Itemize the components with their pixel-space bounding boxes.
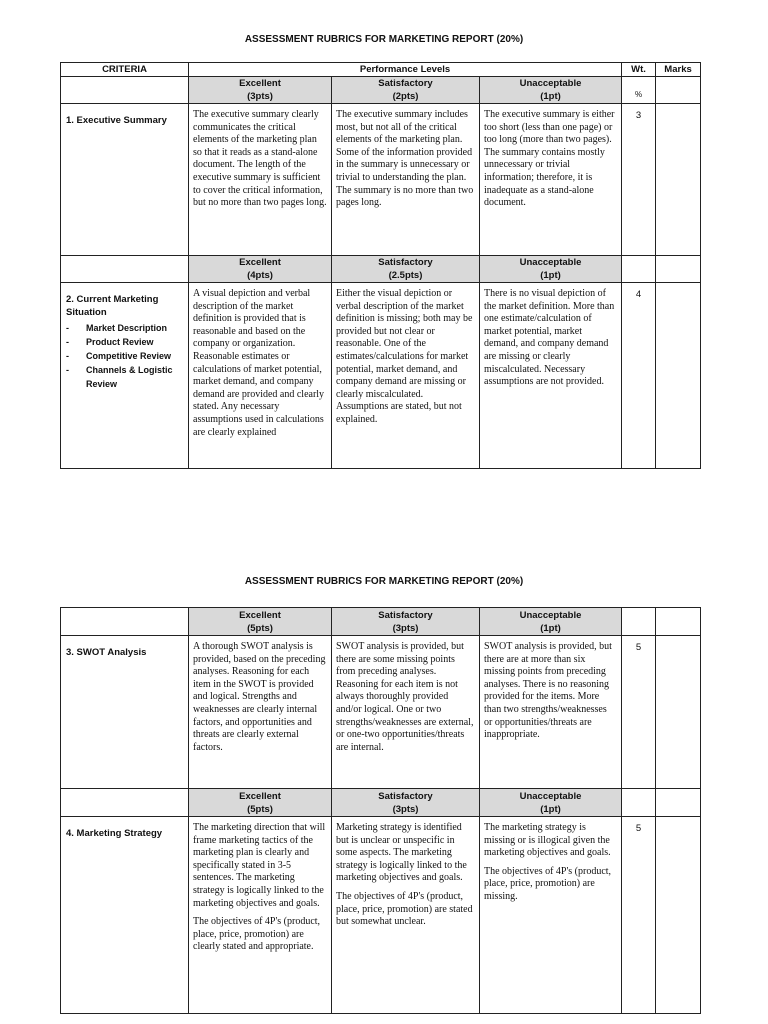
descriptor-excellent: The executive summary clearly communicates the critical elements of the marketing plan so that it reads as a stand-alone document. The length of the executive summary is sufficient to cover the critical information, but no more than two pages long. xyxy=(189,104,332,256)
performance-levels-header: Performance Levels xyxy=(189,63,622,77)
level-header-unacceptable: Unacceptable (1pt) xyxy=(480,256,622,283)
blank-cell xyxy=(61,789,189,817)
descriptor-paragraph: The objectives of 4P's (product, place, price, promotion) are missing. xyxy=(484,865,612,902)
level-header-unacceptable: Unacceptable (1pt) xyxy=(480,77,622,104)
weight-cell xyxy=(622,256,656,283)
level-header-unacceptable: Unacceptable (1pt) xyxy=(480,789,622,817)
descriptor-excellent: A thorough SWOT analysis is provided, based on the preceding analyses. Reasoning for each item in the SWOT is provided and logical. Strengths and weaknesses are clearly internal factors, and opportunities and threats are clearly external factors. xyxy=(189,636,332,789)
blank-cell xyxy=(61,256,189,283)
criteria-header: CRITERIA xyxy=(61,63,189,77)
descriptor-satisfactory: The executive summary includes most, but not all of the critical elements of the marketing plan. Some of the information provided in the summary is unnecessary or trivial to understanding the plan. The summary is no more than two pages long. xyxy=(332,104,480,256)
descriptor-excellent xyxy=(189,817,332,1014)
criterion-swot-analysis: 3. SWOT Analysis xyxy=(61,636,189,789)
descriptor-satisfactory xyxy=(332,817,480,1014)
criterion-current-marketing-situation: 2. Current Marketing Situation - Market Description - Product Review - Competitive Review - Channels & Logistic Review xyxy=(61,283,189,469)
descriptor-paragraph: The objectives of 4P's (product, place, price, promotion) are stated but somewhat unclear. xyxy=(336,890,473,928)
level-header-excellent: Excellent (3pts) xyxy=(189,77,332,104)
descriptor-paragraph: The marketing strategy is missing or is illogical given the marketing objectives and goals. xyxy=(484,822,611,859)
level-header-excellent: Excellent (5pts) xyxy=(189,608,332,636)
weight-cell xyxy=(622,608,656,636)
descriptor-excellent: A visual depiction and verbal description of the market definition is provided that is reasonable and based on the company or organization. Reasonable estimates or calculations of market potential, market demand, and company demand are provided and clearly stated. Any necessary assumptions used in calculations are clearly explained xyxy=(189,283,332,469)
level-header-satisfactory: Satisfactory (2.5pts) xyxy=(332,256,480,283)
criterion-sub-items xyxy=(66,321,184,391)
marks-cell xyxy=(656,283,701,469)
descriptor-paragraph: Marketing strategy is identified but is unclear or unspecific in some aspects. The marketing strategy is logically linked to the marketing objectives and goals. xyxy=(336,822,467,884)
descriptor-unacceptable: The executive summary is either too short (less than one page) or too long (more than two pages). The summary contains mostly unnecessary or trivial information; therefore, it is inadequate as a stand-alone document. xyxy=(480,104,622,256)
weight-value: 5 xyxy=(622,817,656,1014)
level-header-excellent: Excellent (4pts) xyxy=(189,256,332,283)
marks-cell xyxy=(656,636,701,789)
level-header-unacceptable: Unacceptable (1pt) xyxy=(480,608,622,636)
criterion-executive-summary: 1. Executive Summary xyxy=(61,104,189,256)
descriptor-unacceptable: There is no visual depiction of the market definition. More than one estimate/calculation of market potential, market demand, and company demand are missing or clearly miscalculated. Necessary assumptions are not provided. xyxy=(480,283,622,469)
marks-cell xyxy=(656,608,701,636)
descriptor-unacceptable xyxy=(480,817,622,1014)
sub-item: - Product Review xyxy=(66,335,184,349)
marks-cell xyxy=(656,789,701,817)
level-header-satisfactory: Satisfactory (3pts) xyxy=(332,608,480,636)
weight-value: 4 xyxy=(622,283,656,469)
descriptor-unacceptable: SWOT analysis is provided, but there are at more than six missing points from preceding analyses. There is no reasoning provided for the items. More than two strengths/weaknesses or opportunities/threats are inappropriate. xyxy=(480,636,622,789)
descriptor-paragraph: The marketing direction that will frame marketing tactics of the marketing plan is clearly and specifically stated in 3-5 sentences. The marketing strategy is logically linked to the marketing objectives and goals. xyxy=(193,822,326,909)
weight-unit: % xyxy=(622,77,656,104)
rubric-table-2 xyxy=(60,607,701,1014)
descriptor-satisfactory: SWOT analysis is provided, but there are some missing points from preceding analyses. Reasoning for each item is not always thoroughly provided and/or logical. One or two strengths/weaknesses are external, or one-two opportunities/threats are internal. xyxy=(332,636,480,789)
rubric-table-1 xyxy=(60,62,701,469)
marks-cell xyxy=(656,77,701,104)
criterion-marketing-strategy: 4. Marketing Strategy xyxy=(61,817,189,1014)
page-title: ASSESSMENT RUBRICS FOR MARKETING REPORT (20%) xyxy=(244,34,524,45)
weight-value: 5 xyxy=(622,636,656,789)
sub-item: - Channels & Logistic Review xyxy=(66,363,184,391)
blank-cell xyxy=(61,77,189,104)
level-header-excellent: Excellent (5pts) xyxy=(189,789,332,817)
weight-header: Wt. xyxy=(622,63,656,77)
marks-header: Marks xyxy=(656,63,701,77)
blank-cell xyxy=(61,608,189,636)
level-header-satisfactory: Satisfactory (2pts) xyxy=(332,77,480,104)
marks-cell xyxy=(656,256,701,283)
level-header-satisfactory: Satisfactory (3pts) xyxy=(332,789,480,817)
weight-value: 3 xyxy=(622,104,656,256)
weight-cell xyxy=(622,789,656,817)
descriptor-satisfactory: Either the visual depiction or verbal description of the market definition is missing; both may be provided but not clear or reasonable. One of the estimates/calculations for market potential, market demand, and company demand are missing or clearly miscalculated. Assumptions are stated, but not explained. xyxy=(332,283,480,469)
descriptor-paragraph: The objectives of 4P's (product, place, price, promotion) are clearly stated and appropriate. xyxy=(193,916,321,953)
sub-item: - Market Description xyxy=(66,321,184,335)
sub-item: - Competitive Review xyxy=(66,349,184,363)
page-title: ASSESSMENT RUBRICS FOR MARKETING REPORT (20%) xyxy=(244,576,524,587)
marks-cell xyxy=(656,817,701,1014)
marks-cell xyxy=(656,104,701,256)
